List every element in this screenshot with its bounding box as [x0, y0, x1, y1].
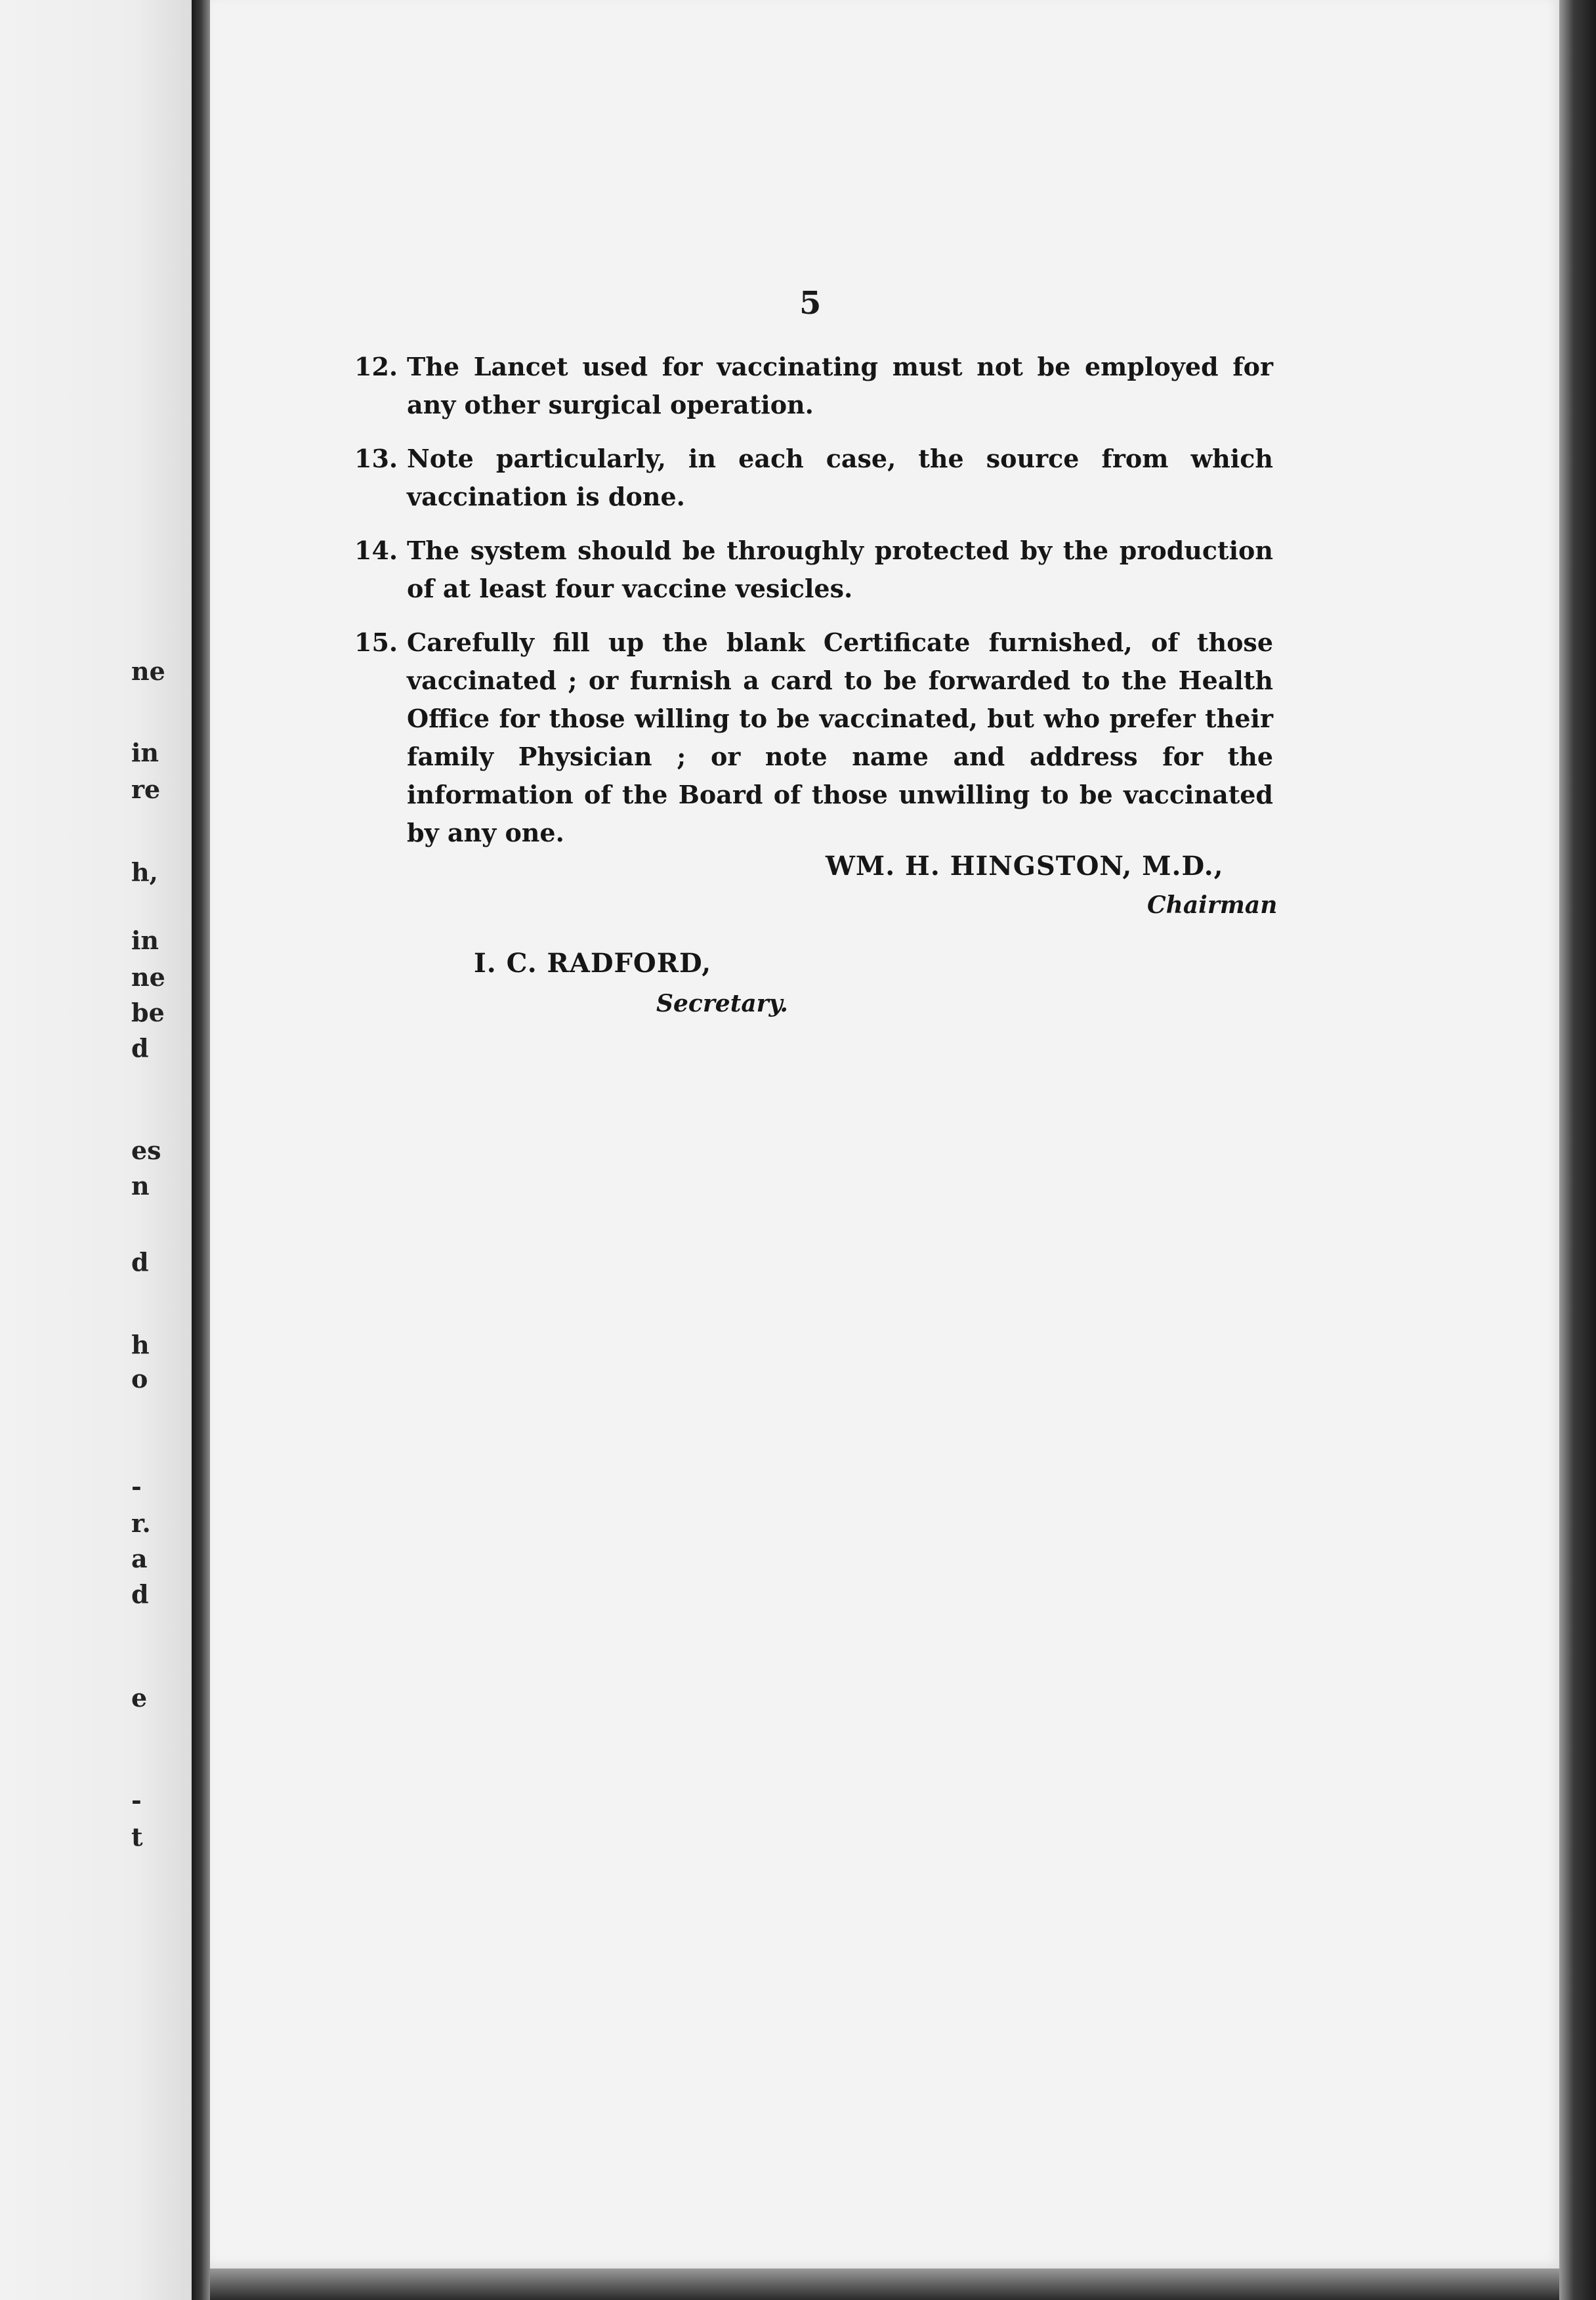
- rule-number: 13.: [354, 444, 398, 473]
- left-page-fragment: es: [131, 1136, 161, 1165]
- left-page-fragment: be: [131, 998, 165, 1027]
- left-page-fragment: in: [131, 926, 159, 955]
- left-page-fragment: h,: [131, 857, 158, 887]
- page-number: 5: [799, 285, 822, 322]
- left-page-fragment: ne: [131, 962, 165, 992]
- page-right-edge: [1559, 0, 1596, 2300]
- rule-number: 15.: [354, 628, 398, 657]
- rules-list: [354, 348, 1273, 868]
- book-gutter: [192, 0, 210, 2300]
- rule-item: [354, 440, 1273, 516]
- rule-text: Carefully fill up the blank Certificate furnished, of those vaccinated ; or furnish a card to be forwarded to the Health Office for those willing to be vaccinated, but who prefer their family Physician ; or note name and address for the information of the Board of those unwilling to be vaccinated by any one.: [407, 628, 1273, 847]
- left-page-fragment: a: [131, 1544, 148, 1573]
- rule-item: [354, 532, 1273, 608]
- chairman-name: WM. H. HINGSTON, M.D.,: [826, 851, 1224, 882]
- rule-text: The Lancet used for vaccinating must not be employed for any other surgical operation.: [407, 352, 1273, 419]
- left-page-fragment: d: [131, 1579, 149, 1609]
- rule-item: [354, 348, 1273, 424]
- rule-item: [354, 624, 1273, 852]
- left-page-fragment: d: [131, 1247, 149, 1277]
- chairman-title: Chairman: [1147, 891, 1278, 919]
- left-page-fragment: e: [131, 1683, 148, 1713]
- page-bottom-edge: [210, 2268, 1559, 2300]
- secretary-name: I. C. RADFORD,: [474, 948, 712, 979]
- document-page: [210, 0, 1559, 2268]
- rule-text: The system should be throughly protected by the production of at least four vaccine vesicles.: [407, 536, 1273, 603]
- left-page-fragment: d: [131, 1033, 149, 1063]
- rule-number: 14.: [354, 536, 398, 565]
- left-page-fragment: t: [131, 1822, 143, 1852]
- left-page-fragment: n: [131, 1171, 150, 1201]
- left-page-fragment: r.: [131, 1508, 151, 1538]
- left-page-fragment: in: [131, 738, 159, 767]
- left-page-fragment: ne: [131, 656, 165, 686]
- left-page-fragment: h: [131, 1330, 150, 1359]
- left-page-fragment: -: [131, 1472, 142, 1501]
- left-page-fragment: -: [131, 1785, 142, 1815]
- secretary-title: Secretary.: [656, 990, 788, 1017]
- left-page-fragment: re: [131, 775, 161, 804]
- rule-number: 12.: [354, 352, 398, 381]
- rule-text: Note particularly, in each case, the source from which vaccination is done.: [407, 444, 1273, 511]
- left-facing-page: [0, 0, 192, 2300]
- left-page-fragment: o: [131, 1364, 148, 1394]
